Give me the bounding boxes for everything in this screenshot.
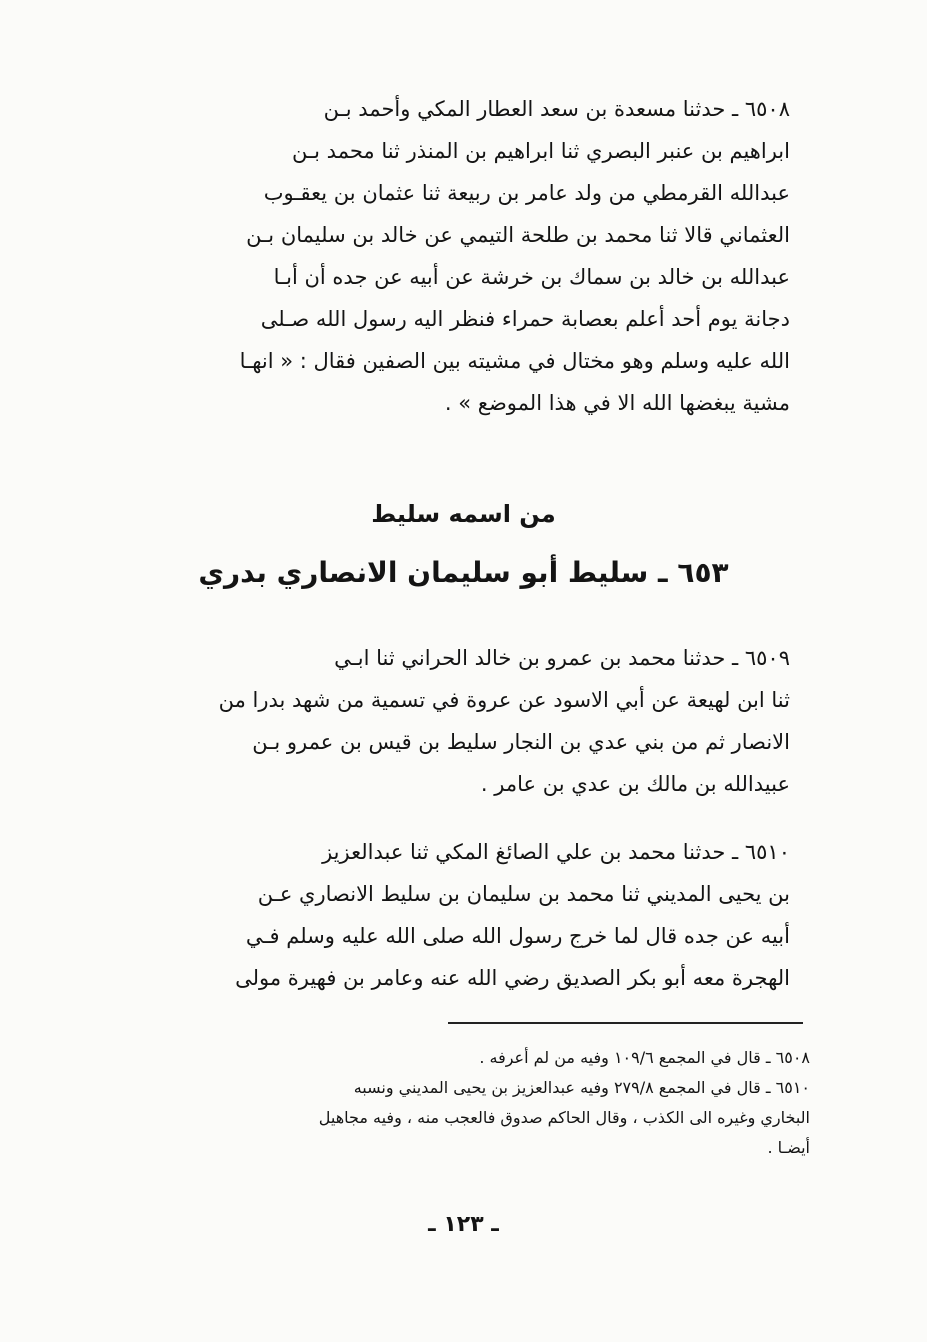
hadith-6509 — [78, 637, 790, 805]
footnote-divider — [448, 1022, 803, 1024]
footnote-line: ٦٥١٠ ـ قال في المجمع ٢٧٩/٨ وفيه عبدالعزيز بن يحيى المديني ونسبه — [353, 1078, 810, 1097]
text-line: الهجرة معه أبو بكر الصديق رضي الله عنه وعامر بن فهيرة مولى — [235, 966, 790, 990]
text-line: ٦٥٠٩ ـ حدثنا محمد بن عمرو بن خالد الحراني ثنا ابـي — [334, 646, 790, 670]
hadith-6510 — [78, 831, 790, 999]
footnotes — [90, 1043, 810, 1163]
text-line: الله عليه وسلم وهو مختال في مشيته بين الصفين فقال : « انهـا — [239, 349, 790, 373]
text-line: دجانة يوم أحد أعلم بعصابة حمراء فنظر اليه رسول الله صـلى — [260, 307, 790, 331]
section-heading: من اسمه سليط — [371, 500, 556, 528]
text-line: بن يحيى المديني ثنا محمد بن سليمان بن سليط الانصاري عـن — [257, 882, 790, 906]
footnote-line: ٦٥٠٨ ـ قال في المجمع ١٠٩/٦ وفيه من لم أعرفه . — [479, 1048, 810, 1067]
footnote-line: أيضـا . — [767, 1138, 810, 1157]
text-line: عبدالله القرمطي من ولد عامر بن ربيعة ثنا عثمان بن يعقـوب — [263, 181, 790, 205]
text-line: ثنا ابن لهيعة عن أبي الاسود عن عروة في تسمية من شهد بدرا من — [218, 688, 790, 712]
text-line: ابراهيم بن عنبر البصري ثنا ابراهيم بن المنذر ثنا محمد بـن — [292, 139, 790, 163]
page-number: ـ ١٢٣ ـ — [428, 1212, 499, 1237]
entry-heading: ٦٥٣ ـ سليط أبو سليمان الانصاري بدري — [198, 556, 729, 589]
text-line: أبيه عن جده قال لما خرج رسول الله صلى الله عليه وسلم فـي — [245, 924, 790, 948]
text-line: ٦٥١٠ ـ حدثنا محمد بن علي الصائغ المكي ثنا عبدالعزيز — [322, 840, 790, 864]
text-line: عبدالله بن خالد بن سماك بن خرشة عن أبيه عن جده أن أبـا — [273, 265, 790, 289]
text-line: ٦٥٠٨ ـ حدثنا مسعدة بن سعد العطار المكي وأحمد بـن — [323, 97, 790, 121]
hadith-6508 — [78, 88, 790, 424]
text-line: عبيدالله بن مالك بن عدي بن عامر . — [480, 772, 790, 796]
text-line: العثماني قالا ثنا محمد بن طلحة التيمي عن خالد بن سليمان بـن — [246, 223, 790, 247]
footnote-line: البخاري وغيره الى الكذب ، وقال الحاكم صدوق فالعجب منه ، وفيه مجاهيل — [318, 1108, 810, 1127]
text-line: الانصار ثم من بني عدي بن النجار سليط بن قيس بن عمرو بـن — [252, 730, 790, 754]
text-line: مشية يبغضها الله الا في هذا الموضع » . — [444, 391, 790, 415]
